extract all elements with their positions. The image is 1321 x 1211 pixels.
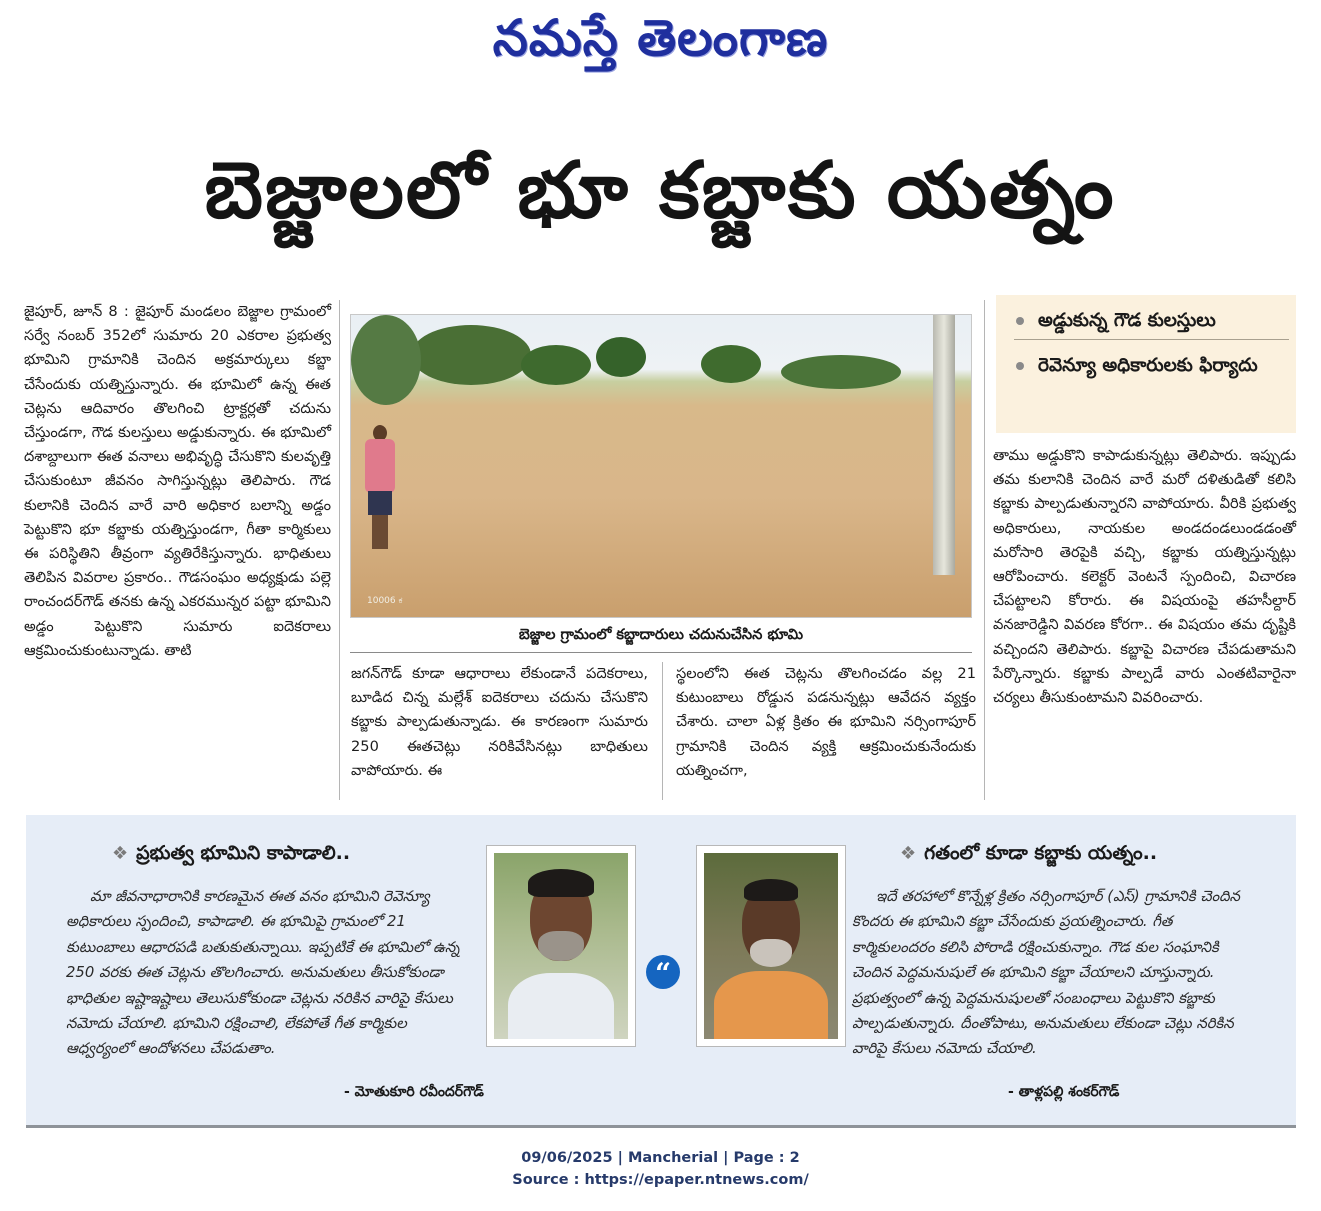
- article-column-3: [676, 662, 976, 783]
- photo-tag: 10006 ಕ: [367, 596, 403, 606]
- diamond-icon: ❖: [900, 843, 917, 864]
- article-column-1: [24, 300, 331, 663]
- news-photo: [350, 314, 972, 618]
- photo-caption: బెజ్జాల గ్రామంలో కబ్జాదారులు చదునుచేసిన భూమి: [518, 626, 804, 643]
- diamond-icon: ❖: [112, 843, 129, 864]
- quote-icon: “: [646, 955, 680, 989]
- article-text: తాము అడ్డుకొని కాపాడుకున్నట్లు తెలిపారు. ఇప్పుడు తమ కులానికి చెందిన వారే మరో దళితుడితో కలిసి కబ్జాకు పాల్పడుతున్నారని వాపోయారు. వీరికి ప్రభుత్వ అధికారులు, నాయకుల అండదండలుండడంతో మరోసారి తెరపైకి వచ్చి, కబ్జాకు యత్నిస్తున్నట్లు ఆరోపించారు. కలెక్టర్ వెంటనే స్పందించి, విచారణ చేపట్టాలని కోరారు. ఈ విషయంపై తహసీల్దార్ వనజారెడ్డిని వివరణ కోరగా.. ఈ విషయం తమ దృష్టికి వచ్చిందని తెలిపారు. కబ్జాపై విచారణ చేపడుతామని పేర్కొన్నారు. కబ్జాకు పాల్పడే వారు ఎంతటివారైనా చర్యలు తీసుకుంటామని వివరించారు.: [993, 447, 1296, 707]
- headline: బెజ్జాలలో భూ కబ్జాకు యత్నం: [204, 146, 1116, 236]
- column-divider: [339, 300, 340, 800]
- highlight-divider: [1014, 339, 1289, 340]
- footer-source: Source : https://epaper.ntnews.com/: [512, 1172, 809, 1188]
- column-divider: [984, 300, 985, 800]
- highlight-item: అడ్డుకున్న గౌడ కులస్తులు: [1016, 304, 1216, 338]
- highlights-box: [996, 295, 1296, 433]
- quote-title-left: ❖ ప్రభుత్వ భూమిని కాపాడాలి..: [112, 842, 351, 864]
- masthead-logo: నమస్తే తెలంగాణ: [492, 8, 829, 67]
- quote-signature-left: - మోతుకూరి రవీందర్‌గౌడ్: [344, 1084, 484, 1100]
- quote-signature-right: - తాళ్లపల్లి శంకర్‌గౌడ్: [1008, 1084, 1120, 1100]
- quote-text-right: ఇదే తరహాలో కొన్నేళ్ల క్రితం నర్సింగాపూర్ (ఎస్) గ్రామానికి చెందిన కొందరు ఈ భూమిని కబ్జా చేసేందుకు ప్రయత్నించారు. గీత కార్మికులందరం కలిసి పోరాడి రక్షించుకున్నాం. గౌడ కుల సంఘానికి చెందిన పెద్దమనుషులే ఈ భూమిని కబ్జా చేయాలని చూస్తున్నారు. ప్రభుత్వంలో ఉన్న పెద్దమనుషులతో సంబంధాలు పెట్టుకొని కబ్జాకు పాల్పడుతున్నారు. దీంతోపాటు, అనుమతులు లేకుండా చెట్లు నరికిన వారిపై కేసులు నమోదు చేయాలి.: [852, 888, 1240, 1058]
- quote-title-right: ❖ గతంలో కూడా కబ్జాకు యత్నం..: [900, 842, 1158, 864]
- article-text: స్థలంలోని ఈత చెట్లను తొలగించడం వల్ల 21 కుటుంబాలు రోడ్డున పడనున్నట్లు ఆవేదన వ్యక్తం చేశారు. చాలా ఏళ్ల క్రితం ఈ భూమిని నర్సింగాపూర్ గ్రామానికి చెందిన వ్యక్తి ఆక్రమించుకునేందుకు యత్నించగా,: [676, 665, 976, 779]
- bullet-icon: [1016, 317, 1024, 325]
- footer-edition: 09/06/2025 | Mancherial | Page : 2: [521, 1150, 800, 1166]
- quote-text-left: మా జీవనాధారానికి కారణమైన ఈత వనం భూమిని రెవెన్యూ అధికారులు స్పందించి, కాపాడాలి. ఈ భూమిపై గ్రామంలో 21 కుటుంబాలు ఆధారపడి బతుకుతున్నాయి. ఇప్పటికే ఈ భూమిలో ఉన్న 250 వరకు ఈత చెట్లను తొలగించారు. అనుమతులు తీసుకోకుండా భాధితుల ఇష్టాఇష్టాలు తెలుసుకోకుండా చెట్లను నరికిన వారిపై కేసులు నమోదు చేయాలి. భూమిని రక్షించాలి, లేకపోతే గీత కార్మికుల ఆధ్వర్యంలో ఆందోళనలు చేపడుతాం.: [66, 888, 460, 1058]
- article-text: జగన్‌గౌడ్ కూడా ఆధారాలు లేకుండానే పదెకరాలు, బూడిద చిన్న మల్లేశ్ ఐదెకరాలు చదును చేసుకొని కబ్జాకు పాల్పడుతున్నాడు. ఈ కారణంగా సుమారు 250 ఈతచెట్లు నరికివేసినట్లు బాధితులు వాపోయారు. ఈ: [351, 665, 648, 779]
- column-divider: [662, 662, 663, 800]
- article-text: జైపూర్, జూన్ 8 : జైపూర్ మండలం బెజ్జాల గ్రామంలో సర్వే నంబర్ 352లో సుమారు 20 ఎకరాల ప్రభుత్వ భూమిని గ్రామానికి చెందిన అక్రమార్కులు కబ్జా చేసేందుకు యత్నిస్తున్నారు. ఈ భూమిలో ఉన్న ఈత చెట్లను ఆదివారం తొలగించి ట్రాక్టర్లతో చదును చేస్తుండగా, గౌడ కులస్తులు అడ్డుకున్నారు. ఈ భూమిలో దశాబ్దాలుగా ఈత వనాలు అభివృద్ధి చేసుకొని కులవృత్తి చేసుకుంటూ జీవనం సాగిస్తున్నట్లు తెలిపారు. గౌడ కులానికి చెందిన వారే వారి అధికార బలాన్ని అడ్డం పెట్టుకొని భూ కబ్జాకు యత్నిస్తుండగా, గీతా కార్మికులు ఈ పరిస్థితిని తీవ్రంగా వ్యతిరేకిస్తున్నారు. భాధితులు తెలిపిన వివరాల ప్రకారం.. గౌడసంఘం అధ్యక్షుడు పల్లె రాంచందర్‌గౌడ్ తనకు ఉన్న ఎకరమున్నర పట్టా భూమిని అడ్డం పెట్టుకొని సుమారు ఐదెకరాలు ఆక్రమించుకుంటున్నాడు. తాటి: [24, 303, 331, 659]
- caption-divider: [350, 652, 972, 653]
- bullet-icon: [1016, 362, 1024, 370]
- article-column-2: [351, 662, 648, 783]
- highlight-item: రెవెన్యూ అధికారులకు ఫిర్యాదు: [1016, 349, 1306, 383]
- portrait-right: [697, 846, 845, 1046]
- article-column-4: [993, 444, 1296, 710]
- portrait-left: [487, 846, 635, 1046]
